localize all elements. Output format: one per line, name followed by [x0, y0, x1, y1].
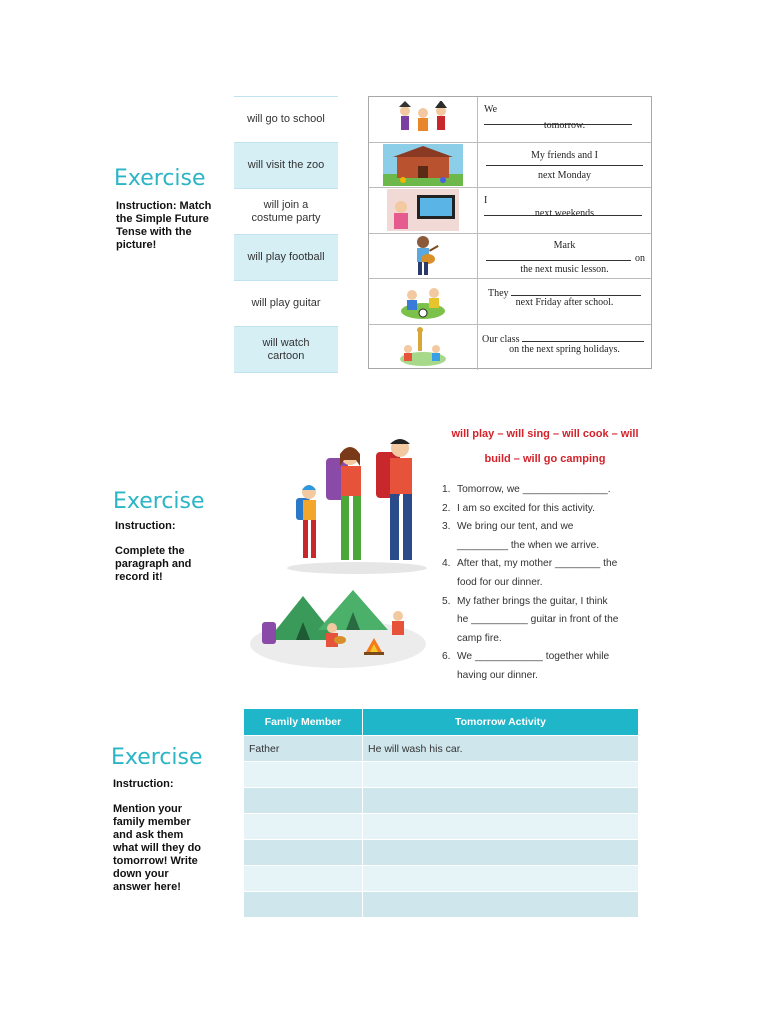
camping-illustration	[248, 582, 428, 677]
family-member-cell[interactable]	[244, 814, 363, 840]
sentence-end: the next music lesson.	[520, 263, 609, 275]
paragraph-line	[442, 574, 642, 593]
paragraph-line	[442, 630, 642, 649]
table-row	[244, 762, 638, 788]
answer-blank[interactable]	[486, 165, 643, 166]
exercise-title-2: Exercise	[113, 489, 205, 514]
activity-cell[interactable]: He will wash his car.	[363, 736, 639, 762]
line-text: Tomorrow, we	[457, 484, 520, 495]
line-text-end: together while	[542, 651, 610, 663]
line-text: I am so excited for this activity.	[457, 502, 595, 514]
football-illustration	[369, 279, 478, 324]
word-bank	[440, 422, 650, 472]
family-activity-table	[244, 709, 638, 917]
line-text-end: the	[600, 558, 618, 570]
match-row	[369, 143, 651, 189]
activity-cell[interactable]	[363, 788, 639, 814]
line-text: having our dinner.	[457, 669, 538, 681]
instruction-label-2: Instruction:	[115, 520, 176, 532]
answer-blank[interactable]: __________	[468, 614, 528, 626]
watching-tv-illustration	[369, 188, 478, 233]
zoo-illustration	[369, 325, 478, 371]
match-row	[369, 325, 651, 371]
phrase-item[interactable]: will watch cartoon	[234, 326, 338, 373]
phrase-column	[234, 96, 338, 373]
answer-blank[interactable]	[522, 332, 644, 342]
family-member-cell[interactable]	[244, 892, 363, 918]
phrase-item[interactable]: will go to school	[234, 96, 338, 142]
paragraph-line	[442, 611, 642, 630]
line-text: We	[457, 651, 473, 663]
exercise-title-1: Exercise	[114, 166, 206, 191]
match-row	[369, 279, 651, 325]
activity-cell[interactable]	[363, 814, 639, 840]
instruction-body-2: Complete the paragraph and record it!	[115, 545, 192, 583]
line-number: 6.	[442, 651, 451, 663]
line-number: 2.	[442, 502, 451, 514]
line-number: 4.	[442, 558, 451, 570]
table-row	[244, 814, 638, 840]
table-row	[244, 788, 638, 814]
header-family-member: Family Member	[244, 709, 363, 736]
phrase-item[interactable]: will visit the zoo	[234, 142, 338, 189]
table-row	[244, 866, 638, 892]
phrase-item[interactable]: will play guitar	[251, 297, 321, 309]
paragraph-line	[442, 667, 642, 686]
paragraph-line	[442, 537, 642, 556]
activity-cell[interactable]	[363, 892, 639, 918]
guitar-boy-illustration	[369, 234, 478, 279]
match-table	[368, 96, 652, 369]
sentence-end: next weekends	[534, 208, 595, 219]
sentence-start: They	[488, 288, 509, 299]
paragraph-line	[442, 648, 642, 667]
line-number: 1.	[442, 484, 451, 495]
match-row	[369, 234, 651, 280]
line-text-end: .	[607, 484, 611, 495]
activity-cell[interactable]	[363, 762, 639, 788]
sentence-end: next Monday	[537, 169, 592, 181]
line-number: 3.	[442, 521, 451, 533]
line-text: After that, my mother	[457, 558, 553, 570]
phrase-item[interactable]: will join a costume party	[251, 198, 321, 224]
costume-kids-illustration	[369, 97, 478, 142]
paragraph-list	[442, 481, 642, 686]
family-member-cell[interactable]	[244, 866, 363, 892]
line-number: 5.	[442, 595, 451, 607]
line-text: he	[457, 614, 469, 626]
match-row	[369, 188, 651, 234]
exercise-title-3: Exercise	[111, 745, 203, 770]
line-text-end: the when we arrive.	[508, 539, 600, 551]
sentence-end: next Friday after school.	[515, 297, 614, 308]
sentence-start: Our class	[482, 333, 520, 345]
paragraph-line	[442, 500, 642, 519]
family-member-cell[interactable]	[244, 762, 363, 788]
line-text: camp fire.	[457, 632, 502, 644]
answer-blank[interactable]: ________	[552, 558, 601, 570]
sentence-on: on	[635, 252, 645, 264]
family-member-cell[interactable]	[244, 840, 363, 866]
line-text: food for our dinner.	[457, 576, 543, 588]
header-tomorrow-activity: Tomorrow Activity	[363, 709, 639, 736]
paragraph-line	[442, 518, 642, 537]
phrase-item[interactable]: will play football	[234, 234, 338, 281]
answer-blank[interactable]: _________	[457, 539, 508, 551]
sentence-start: My friends and I	[531, 149, 598, 161]
table-row	[244, 840, 638, 866]
line-text: We bring our tent, and we	[457, 521, 574, 533]
paragraph-line	[442, 593, 642, 612]
line-text: My father brings the guitar, I think	[457, 595, 608, 607]
match-row	[369, 97, 651, 143]
hiking-family-illustration	[282, 430, 432, 580]
word-bank-line-2: build – will go camping	[484, 453, 606, 465]
answer-blank[interactable]: ____________	[472, 651, 543, 663]
instruction-body-3: Mention your family member and ask them what will they do tomorrow! Write down your answer here!	[113, 803, 202, 893]
sentence-start: We	[484, 104, 498, 115]
family-member-cell[interactable]: Father	[244, 736, 363, 762]
line-text-end: guitar in front of the	[527, 614, 619, 626]
sentence-start: Mark	[553, 239, 576, 251]
table-row	[244, 892, 638, 918]
table-row	[244, 736, 638, 762]
sentence-start: I	[484, 195, 488, 206]
school-illustration	[369, 143, 478, 188]
answer-blank[interactable]	[486, 260, 631, 261]
word-bank-line-1: will play – will sing – will cook – will	[451, 428, 639, 440]
instruction-label-3: Instruction:	[113, 778, 174, 790]
activity-cell[interactable]	[363, 866, 639, 892]
family-member-cell[interactable]	[244, 788, 363, 814]
sentence-end: tomorrow.	[543, 120, 586, 131]
answer-blank[interactable]	[511, 286, 641, 296]
paragraph-line	[442, 481, 642, 500]
sentence-end: on the next spring holidays.	[509, 343, 620, 355]
activity-cell[interactable]	[363, 840, 639, 866]
paragraph-line	[442, 555, 642, 574]
instruction-1: Instruction: Match the Simple Future Tense with the picture!	[116, 200, 212, 251]
answer-blank[interactable]: _______________	[522, 484, 608, 495]
